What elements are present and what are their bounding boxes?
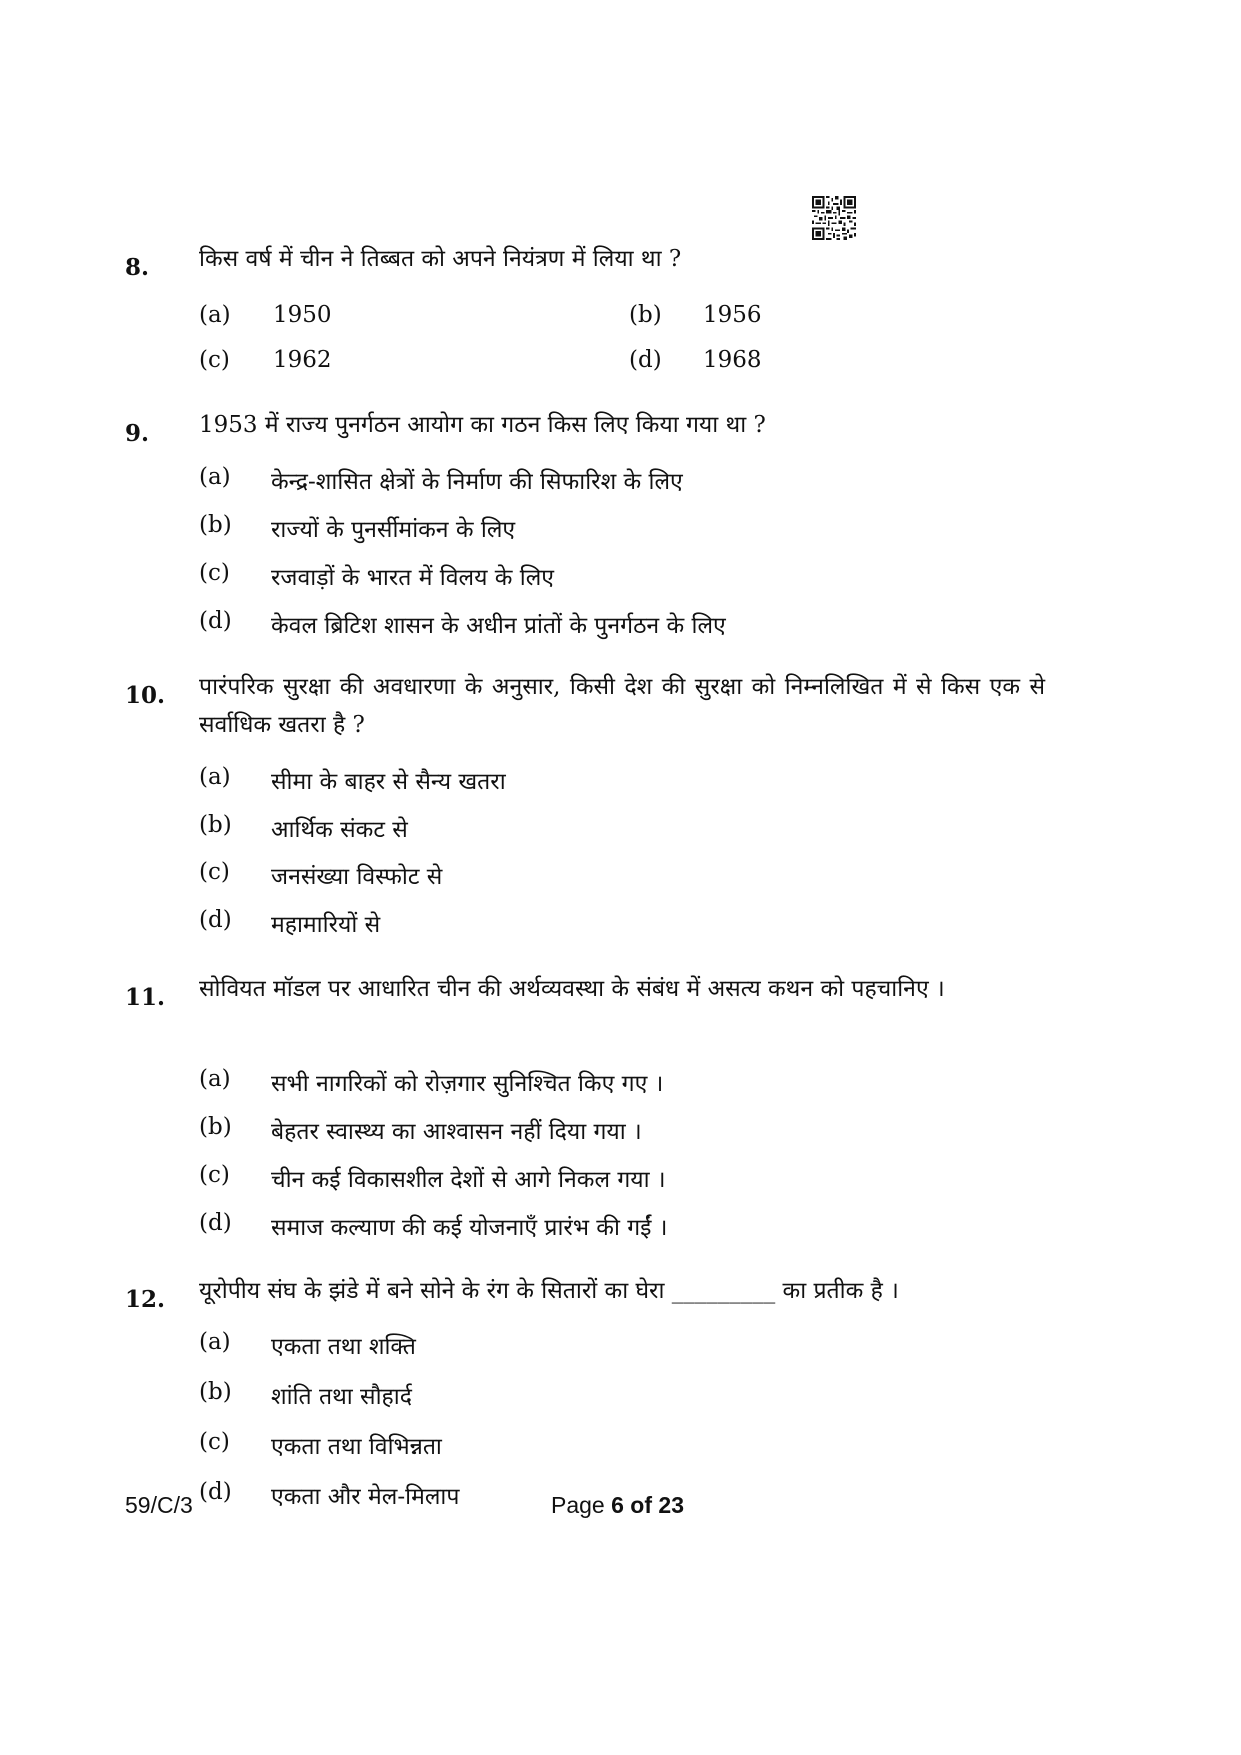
option-text: चीन कई विकासशील देशों से आगे निकल गया । xyxy=(271,1167,666,1193)
question-9 xyxy=(125,412,1055,640)
option-label: (c) xyxy=(199,1429,230,1455)
page-number xyxy=(551,1492,684,1519)
option-label: (c) xyxy=(199,560,230,586)
option-text: केवल ब्रिटिश शासन के अधीन प्रांतों के पुनर्गठन के लिए xyxy=(271,613,726,639)
question-text: सोवियत मॉडल पर आधारित चीन की अर्थव्यवस्था के संबंध में असत्य कथन को पहचानिए । xyxy=(199,976,945,1002)
option-label: (c) xyxy=(199,347,230,373)
option-label: (d) xyxy=(199,608,232,634)
question-8 xyxy=(125,246,1055,384)
option-label: (d) xyxy=(199,1479,232,1505)
option-label: (a) xyxy=(199,764,231,790)
question-text: किस वर्ष में चीन ने तिब्बत को अपने नियंत्रण में लिया था ? xyxy=(199,246,682,272)
option-text: 1950 xyxy=(273,302,332,328)
option-text: सभी नागरिकों को रोज़गार सुनिश्चित किए गए । xyxy=(271,1071,664,1097)
question-11 xyxy=(125,976,1055,1244)
question-12 xyxy=(125,1278,1055,1510)
option-label: (b) xyxy=(199,512,232,538)
option-text: 1962 xyxy=(273,347,332,373)
option-label: (a) xyxy=(199,464,231,490)
option-label: (a) xyxy=(199,1329,231,1355)
option-label: (a) xyxy=(199,302,231,328)
option-label: (a) xyxy=(199,1066,231,1092)
option-text: केन्द्र-शासित क्षेत्रों के निर्माण की सिफारिश के लिए xyxy=(271,469,683,495)
option-label: (b) xyxy=(629,302,662,328)
option-text: एकता तथा विभिन्नता xyxy=(271,1434,442,1460)
option-text: एकता और मेल-मिलाप xyxy=(271,1484,460,1510)
option-label: (b) xyxy=(199,812,232,838)
option-text: समाज कल्याण की कई योजनाएँ प्रारंभ की गईं । xyxy=(271,1215,668,1241)
question-number: 9. xyxy=(125,420,150,447)
option-text: रजवाड़ों के भारत में विलय के लिए xyxy=(271,565,555,591)
question-text: 1953 में राज्य पुनर्गठन आयोग का गठन किस लिए किया गया था ? xyxy=(199,412,766,438)
option-text: आर्थिक संकट से xyxy=(271,817,408,843)
option-text: राज्यों के पुनर्सीमांकन के लिए xyxy=(271,517,516,543)
paper-code: 59/C/3 xyxy=(125,1492,193,1518)
question-number: 8. xyxy=(125,254,150,281)
option-text: जनसंख्या विस्फोट से xyxy=(271,864,443,890)
question-text: यूरोपीय संघ के झंडे में बने सोने के रंग के सितारों का घेरा _________ का प्रतीक है । xyxy=(199,1278,899,1304)
option-label: (b) xyxy=(199,1379,232,1405)
option-label: (d) xyxy=(199,907,232,933)
option-text: बेहतर स्वास्थ्य का आश्वासन नहीं दिया गया । xyxy=(271,1119,642,1145)
page-prefix: Page xyxy=(551,1492,605,1518)
option-label: (d) xyxy=(199,1210,232,1236)
option-text: शांति तथा सौहार्द xyxy=(271,1384,412,1410)
page-total: 23 xyxy=(658,1492,684,1518)
page-of: of xyxy=(630,1492,653,1518)
option-text: 1968 xyxy=(703,347,762,373)
page-current: 6 xyxy=(611,1492,624,1518)
option-text: 1956 xyxy=(703,302,762,328)
question-number: 10. xyxy=(125,682,166,709)
question-number: 12. xyxy=(125,1286,166,1313)
question-10 xyxy=(125,674,1055,942)
option-text: सीमा के बाहर से सैन्य खतरा xyxy=(271,769,506,795)
question-number: 11. xyxy=(125,984,166,1011)
option-text: महामारियों से xyxy=(271,912,381,938)
option-label: (c) xyxy=(199,859,230,885)
question-text: पारंपरिक सुरक्षा की अवधारणा के अनुसार, किसी देश की सुरक्षा को निम्नलिखित में से किस एक से सर्वाधिक खतरा है ? xyxy=(199,674,1045,738)
option-label: (c) xyxy=(199,1162,230,1188)
qr-code-icon xyxy=(812,196,856,240)
option-label: (d) xyxy=(629,347,662,373)
option-text: एकता तथा शक्ति xyxy=(271,1334,416,1360)
option-label: (b) xyxy=(199,1114,232,1140)
